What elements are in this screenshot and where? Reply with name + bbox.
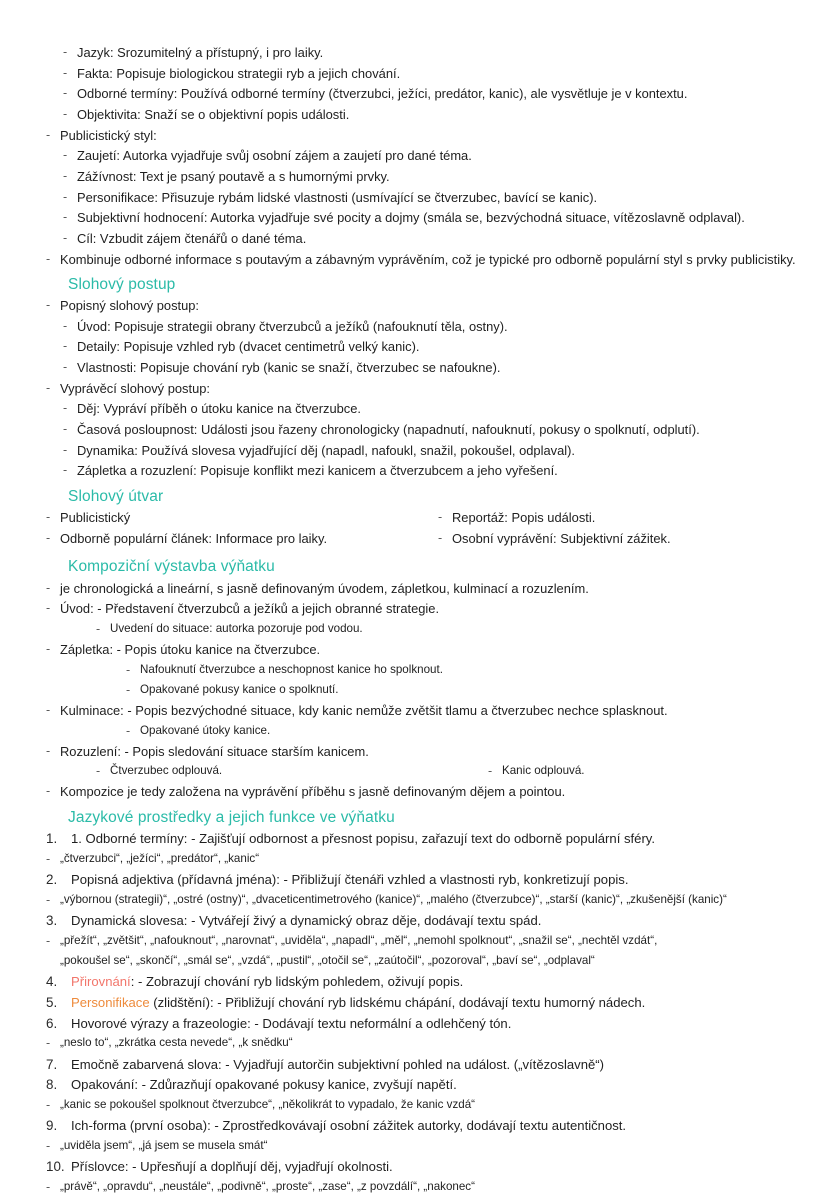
- list-item: - Zápletka a rozuzlení: Popisuje konflikt mezi kanicem a čtverzubcem a jeho vyřešení.: [63, 463, 558, 479]
- list-item: - Časová posloupnost: Události jsou řazeny chronologicky (napadnutí, nafouknutí, pokusy o spolknutí, odplutí).: [63, 422, 700, 438]
- numbered-list-item: 4. Přirovnání: - Zobrazují chování ryb lidským pohledem, oživují popis.: [46, 973, 464, 989]
- dash-bullet-icon: -: [46, 933, 51, 948]
- list-item: - Objektivita: Snaží se o objektivní popis události.: [63, 106, 350, 122]
- list-item: - Zápletka: - Popis útoku kanice na čtverzubce.: [46, 642, 321, 657]
- list-item: - Zaujetí: Autorka vyjadřuje svůj osobní zájem a zaujetí pro dané téma.: [63, 148, 472, 164]
- dash-bullet-icon: -: [46, 530, 51, 545]
- list-item: - Publicistický: [46, 509, 131, 525]
- kompozicni-closing: - Kompozice je tedy založena na vyprávění příběhu s jasně definovaným dějem a pointou.: [46, 784, 566, 800]
- example-item: „pokoušel se“, „skončí“, „smál se“, „vzdá“, „pustil“, „otočil se“, „zaútočil“, „pozoroval“, „baví se“, „odplaval“: [60, 953, 595, 967]
- kompozicni-list: [46, 580, 810, 801]
- dash-bullet-icon: -: [46, 743, 51, 758]
- numbered-list-item: 7. Emočně zabarvená slova: - Vyjadřují autorčin subjektivní pohled na událost. („vítězoslavně“): [46, 1056, 604, 1072]
- list-item: - Nafouknutí čtverzubce a neschopnost kanice ho spolknout.: [126, 662, 443, 677]
- dash-bullet-icon: -: [46, 251, 51, 266]
- item-text-rest: (zlidštění): - Přibližují chování ryb lidskému chápání, dodávají textu humorný nádech.: [149, 994, 646, 1010]
- dash-bullet-icon: -: [46, 702, 51, 717]
- dash-bullet-icon: -: [438, 509, 443, 524]
- list-item: - Reportáž: Popis události.: [438, 509, 596, 525]
- list-item: - Úvod: - Představení čtverzubců a ježíků a jejich obranné strategie.: [46, 601, 440, 617]
- list-item: - Vlastnosti: Popisuje chování ryb (kanic se snaží, čtverzubec se nafoukne).: [63, 360, 501, 376]
- dash-bullet-icon: -: [96, 764, 101, 779]
- list-item: - Detaily: Popisuje vzhled ryb (dvacet centimetrů velký kanic).: [63, 339, 420, 355]
- dash-bullet-icon: -: [126, 682, 131, 697]
- dash-bullet-icon: -: [63, 106, 68, 121]
- list-item: - Odborně populární článek: Informace pro laiky.: [46, 530, 328, 546]
- list-item: - Fakta: Popisuje biologickou strategii ryb a jejich chování.: [63, 65, 401, 81]
- dash-bullet-icon: -: [63, 148, 68, 163]
- list-item: - Děj: Vypráví příběh o útoku kanice na čtverzubce.: [63, 401, 361, 417]
- list-item: - Subjektivní hodnocení: Autorka vyjadřuje své pocity a dojmy (smála se, bezvýchodná situace, vítězoslavně odplaval).: [63, 210, 745, 226]
- list-item: - Opakované pokusy kanice o spolknutí.: [126, 682, 339, 697]
- numbered-list-item: 6. Hovorové výrazy a frazeologie: - Dodávají textu neformální a odlehčený tón.: [46, 1015, 512, 1031]
- example-item: - „uviděla jsem“, „já jsem se musela smát“: [46, 1139, 268, 1154]
- dash-bullet-icon: -: [46, 1139, 51, 1154]
- numbered-list-item: 10. Příslovce: - Upřesňují a doplňují děj, vyjadřují okolnosti.: [46, 1159, 393, 1175]
- dash-bullet-icon: -: [63, 401, 68, 416]
- kompozicni-final-right: [428, 763, 810, 783]
- numbered-list-item: 2. Popisná adjektiva (přídavná jména): - Přibližují čtenáři vzhled a vlastnosti ryb, konkretizují popis.: [46, 871, 629, 887]
- list-item: - Jazyk: Srozumitelný a přístupný, i pro laiky.: [63, 45, 324, 60]
- kompozicni-final-left: [46, 763, 428, 783]
- slohovy-utvar-right-column: [428, 509, 810, 550]
- example-item: - „přežít“, „zvětšit“, „nafouknout“, „narovnat“, „uviděla“, „napadl“, „měl“, „nemohl spolknout“, „snažil se“, „nechtěl vzdát“,: [46, 933, 658, 948]
- numbered-list-item: 1. 1. Odborné termíny: - Zajišťují odbornost a přesnost popisu, zařazují text do odborně populární sféry.: [46, 831, 656, 846]
- dash-bullet-icon: -: [46, 1036, 51, 1051]
- list-item: - Úvod: Popisuje strategii obrany čtverzubců a ježíků (nafouknutí těla, ostny).: [63, 318, 508, 334]
- list-item: - Osobní vyprávění: Subjektivní zážitek.: [438, 530, 671, 546]
- list-item: - je chronologická a lineární, s jasně definovaným úvodem, zápletkou, kulminací a rozuzlením.: [46, 580, 589, 596]
- section-heading-jazykove-prostredky: Jazykové prostředky a jejich funkce ve výňatku: [68, 808, 395, 826]
- list-item: - Cíl: Vzbudit zájem čtenářů o dané téma.: [63, 230, 307, 246]
- dash-bullet-icon: -: [46, 642, 51, 656]
- example-item: - „kanic se pokoušel spolknout čtverzubce“, „několikrát to vypadalo, že kanic vzdá“: [46, 1098, 476, 1113]
- dash-bullet-icon: -: [126, 723, 131, 738]
- slohovy-postup-list: [46, 297, 810, 479]
- dash-bullet-icon: -: [63, 168, 68, 183]
- dash-bullet-icon: -: [46, 1180, 51, 1195]
- list-item: - Vyprávěcí slohový postup:: [46, 380, 210, 396]
- list-item: - Uvedení do situace: autorka pozoruje pod vodou.: [96, 621, 363, 636]
- dash-bullet-icon: -: [63, 189, 68, 204]
- list-item: - Zážívnost: Text je psaný poutavě a s humornými prvky.: [63, 168, 390, 184]
- section-heading-kompozicni-vystavba: Kompoziční výstavba výňatku: [68, 558, 275, 576]
- dash-bullet-icon: -: [96, 621, 101, 636]
- document-content: [46, 44, 810, 1199]
- dash-bullet-icon: -: [46, 784, 51, 799]
- colored-term-personifikace: Personifikace: [71, 994, 150, 1010]
- dash-bullet-icon: -: [46, 509, 51, 524]
- item-text-rest: : - Zobrazují chování ryb lidským pohledem, oživují popis.: [130, 973, 464, 989]
- colored-term-prirovnani: Přirovnání: [71, 973, 131, 989]
- numbered-list-item: 9. Ich-forma (první osoba): - Zprostředkovávají osobní zážitek autorky, dodávají textu autentičnost.: [46, 1118, 627, 1134]
- dash-bullet-icon: -: [63, 86, 68, 101]
- jazykove-numbered-list: [46, 830, 810, 1196]
- dash-bullet-icon: -: [46, 298, 51, 313]
- list-item: - Personifikace: Přisuzuje rybám lidské vlastnosti (usmívající se čtverzubec, bavící se kanic).: [63, 189, 598, 205]
- list-item: - Čtverzubec odplouvá.: [96, 764, 223, 779]
- slohovy-utvar-columns: [46, 509, 810, 550]
- example-item: - „čtverzubci“, „ježíci“, „predátor“, „kanic“: [46, 851, 260, 866]
- dash-bullet-icon: -: [63, 230, 68, 245]
- dash-bullet-icon: -: [46, 580, 51, 595]
- intro-bullet-list: [46, 44, 810, 268]
- list-item: - Popisný slohový postup:: [46, 298, 200, 314]
- numbered-list-item: 5. Personifikace (zlidštění): - Přibližují chování ryb lidskému chápání, dodávají textu humorný nádech.: [46, 994, 646, 1010]
- dash-bullet-icon: -: [46, 892, 51, 907]
- dash-bullet-icon: -: [488, 764, 493, 779]
- dash-bullet-icon: -: [63, 442, 68, 457]
- list-item: - Kombinuje odborné informace s poutavým a zábavným vyprávěním, což je typické pro odborně populární styl s prvky publicistiky.: [46, 251, 796, 267]
- dash-bullet-icon: -: [46, 127, 51, 142]
- dash-bullet-icon: -: [63, 463, 68, 478]
- example-item: - „právě“, „opravdu“, „neustále“, „podivně“, „proste“, „zase“, „z povzdálí“, „nakonec“: [46, 1180, 475, 1195]
- list-item: - Odborné termíny: Používá odborné termíny (čtverzubci, ježíci, predátor, kanic), ale vysvětluje je v kontextu.: [63, 86, 688, 102]
- section-heading-slohovy-utvar: Slohový útvar: [68, 487, 164, 505]
- dash-bullet-icon: -: [63, 360, 68, 375]
- kompozicni-final-columns: [46, 763, 810, 783]
- slohovy-utvar-left-column: [46, 509, 428, 550]
- dash-bullet-icon: -: [46, 851, 51, 866]
- list-item: - Dynamika: Používá slovesa vyjadřující děj (napadl, nafoukl, snažil, pokoušel, odplaval).: [63, 442, 575, 458]
- list-item: - Opakované útoky kanice.: [126, 723, 271, 738]
- dash-bullet-icon: -: [63, 45, 68, 59]
- dash-bullet-icon: -: [46, 601, 51, 616]
- dash-bullet-icon: -: [126, 662, 131, 677]
- dash-bullet-icon: -: [63, 339, 68, 354]
- dash-bullet-icon: -: [438, 530, 443, 545]
- dash-bullet-icon: -: [63, 210, 68, 225]
- dash-bullet-icon: -: [63, 422, 68, 437]
- list-item: - Rozuzlení: - Popis sledování situace starším kanicem.: [46, 743, 369, 759]
- dash-bullet-icon: -: [63, 318, 68, 333]
- list-item: - Publicistický styl:: [46, 127, 157, 143]
- list-item: - Kulminace: - Popis bezvýchodné situace, kdy kanic nemůže zvětšit tlamu a čtverzubec nechce splasknout.: [46, 702, 668, 718]
- section-heading-slohovy-postup: Slohový postup: [68, 275, 176, 293]
- example-item: - „výbornou (strategii)“, „ostré (ostny)“, „dvaceticentimetrového (kanice)“, „malého (čtverzubce)“, „starší (kanic)“, „zkušenější (kanic)“: [46, 892, 727, 907]
- numbered-list-item: 3. Dynamická slovesa: - Vytvářejí živý a dynamický obraz děje, dodávají textu spád.: [46, 912, 542, 928]
- dash-bullet-icon: -: [46, 380, 51, 395]
- dash-bullet-icon: -: [63, 65, 68, 80]
- list-item: - Kanic odplouvá.: [488, 764, 585, 779]
- numbered-list-item: 8. Opakování: - Zdůrazňují opakované pokusy kanice, zvyšují napětí.: [46, 1077, 457, 1093]
- example-item: - „neslo to“, „zkrátka cesta nevede“, „k snědku“: [46, 1036, 293, 1051]
- dash-bullet-icon: -: [46, 1098, 51, 1113]
